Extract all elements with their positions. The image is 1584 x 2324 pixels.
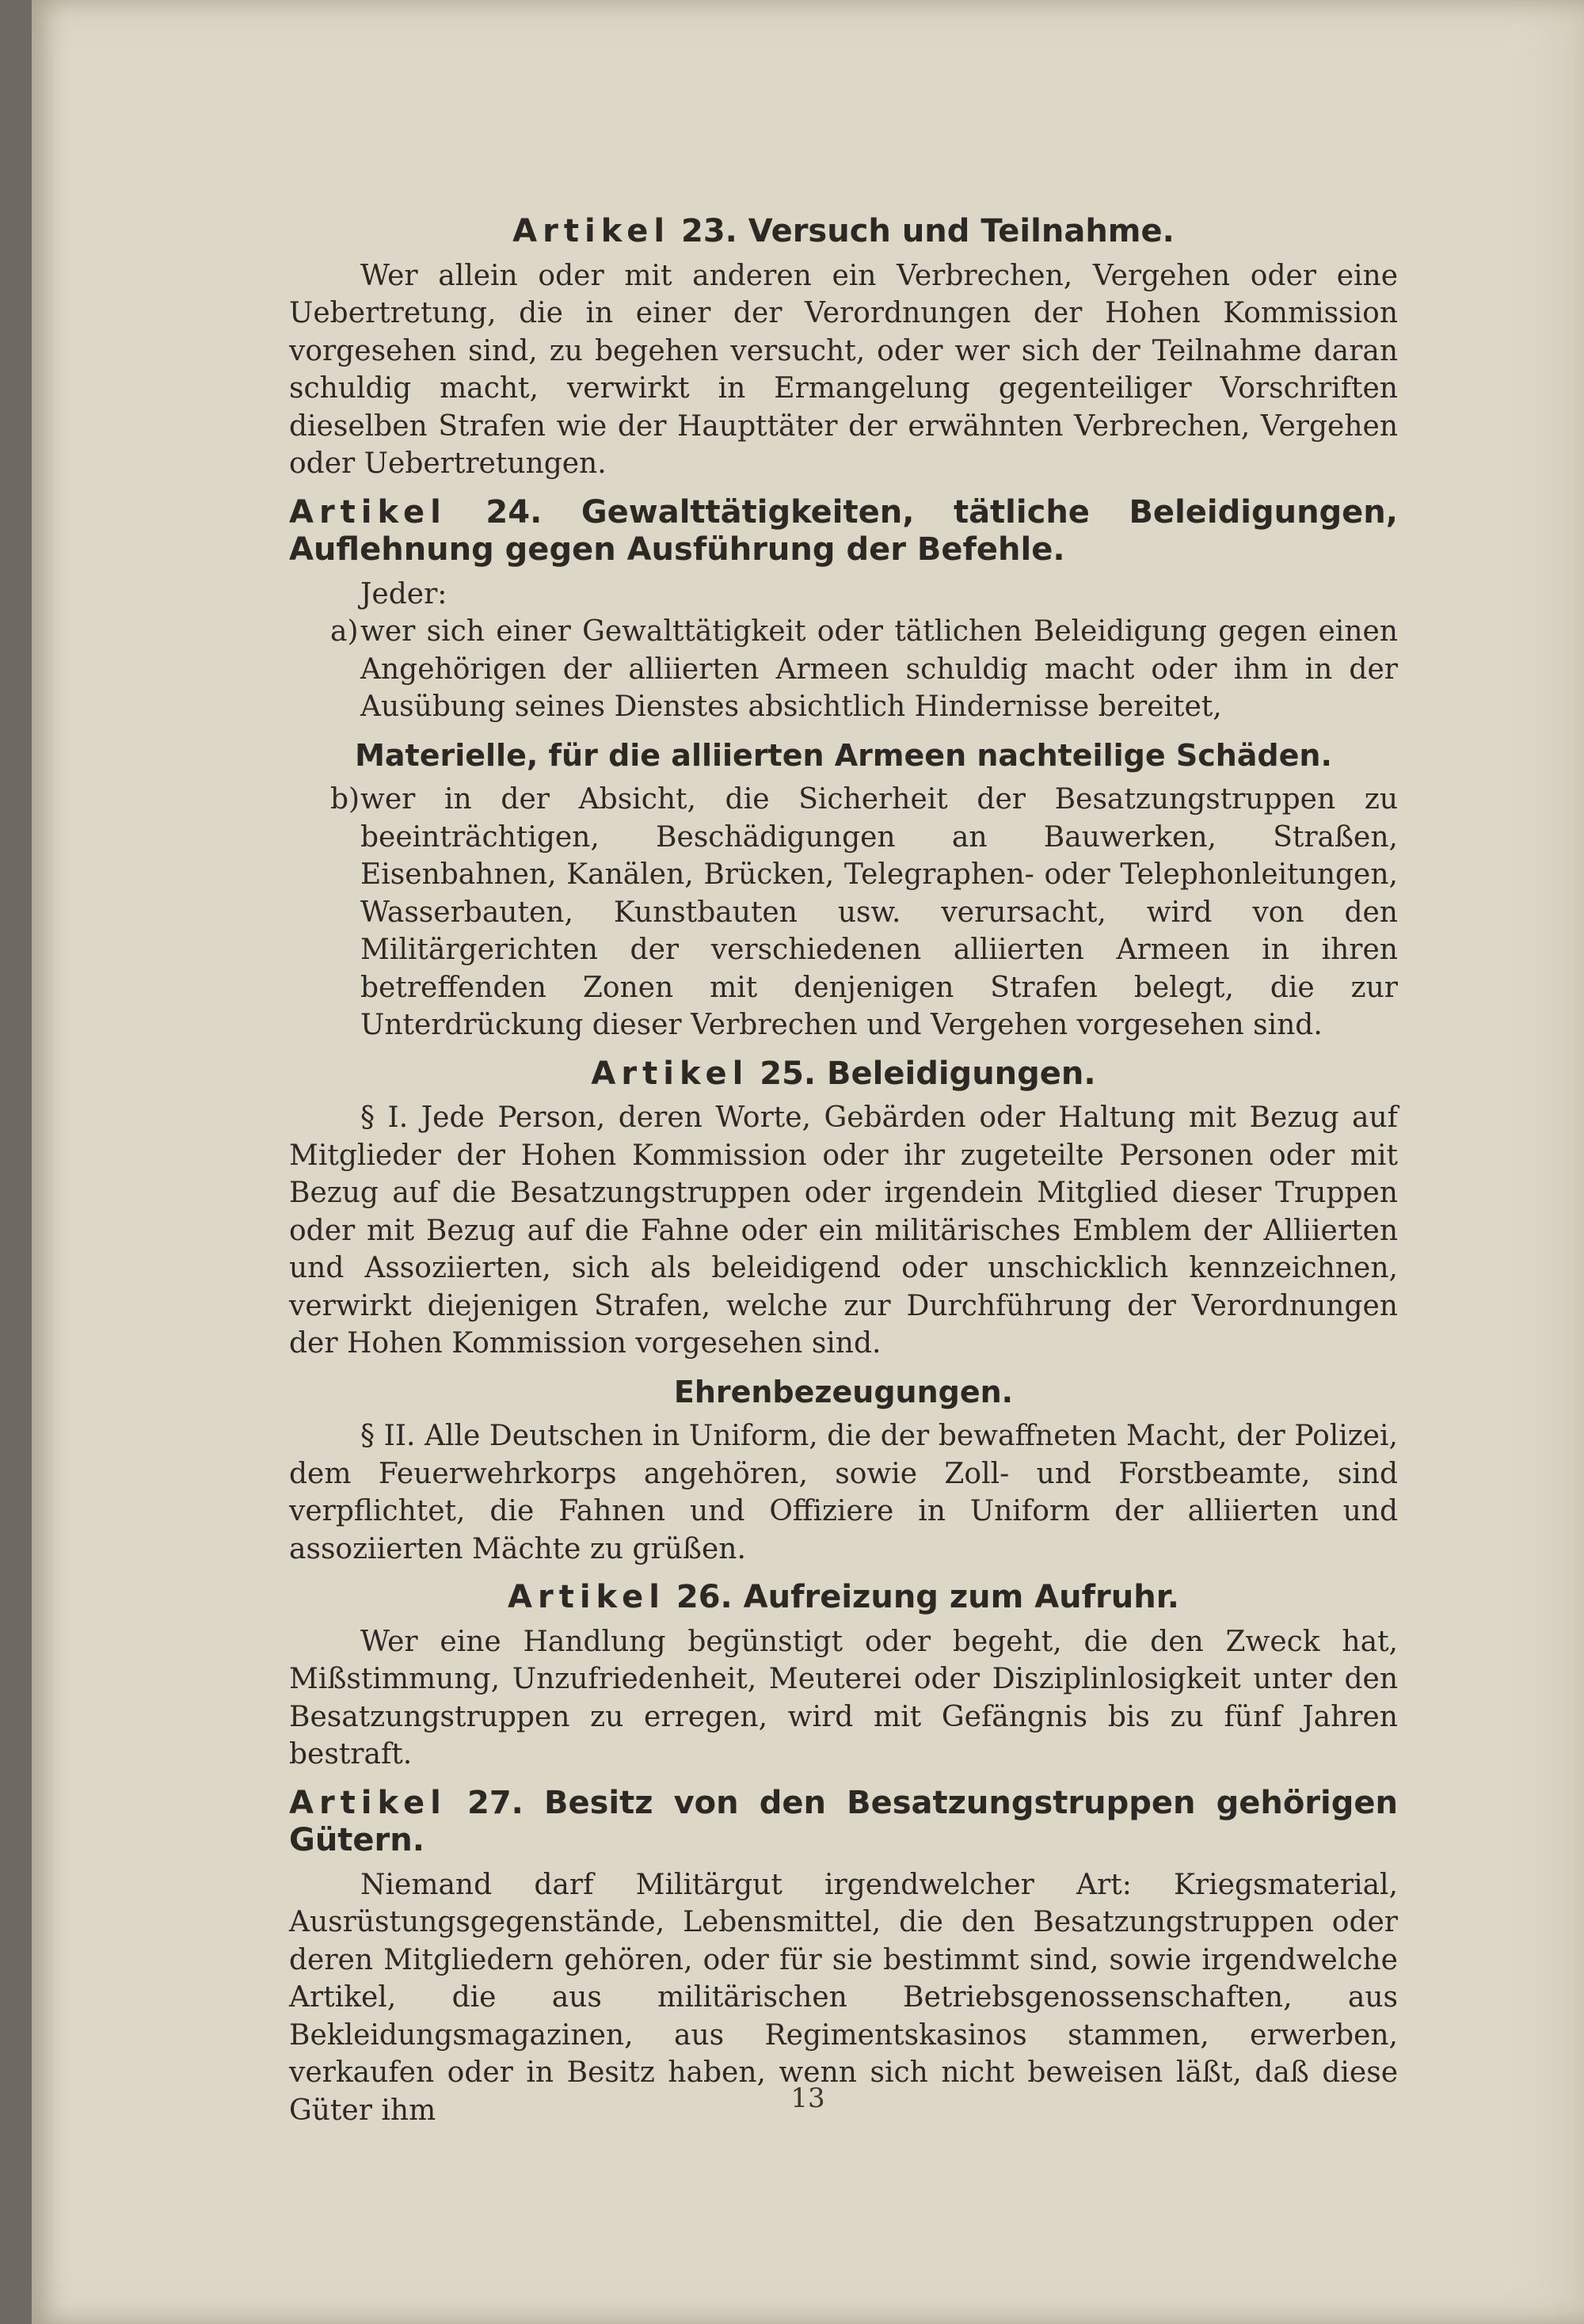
article-24-label: Artikel xyxy=(289,493,447,531)
page-number: 13 xyxy=(790,2082,825,2114)
article-23-text: Wer allein oder mit anderen ein Verbrechen, Vergehen oder eine Uebertretung, die in einer der Verordnungen der Hohen Kommission vorgesehen sind, zu begehen versucht, oder wer sich der Teilnahme daran schuldig macht, verwirkt in Ermangelung gegenteiliger Vorschriften dieselben Strafen wie der Haupttäter der erwähnten Verbrechen, Vergehen oder Uebertretungen. xyxy=(289,259,1398,480)
item-a-marker: a) xyxy=(330,615,359,648)
article-23-title: Versuch und Teilnahme. xyxy=(748,213,1175,249)
page-content xyxy=(289,202,1398,2129)
article-24-subhead: Materielle, für die alliierten Armeen nachteilige Schäden. xyxy=(355,737,1332,773)
article-25-subhead: Ehrenbezeugungen. xyxy=(673,1374,1014,1409)
item-b-marker: b) xyxy=(330,783,360,816)
article-26-text: Wer eine Handlung begünstigt oder begeht, die den Zweck hat, Mißstimmung, Unzufriedenheit, Meuterei oder Disziplinlosigkeit unter den Besatzungstruppen zu erregen, wird mit Gefängnis bis zu fünf Jahren bestraft. xyxy=(289,1625,1398,1771)
article-24-item-b xyxy=(289,781,1398,1044)
article-26-number: 26. xyxy=(676,1579,733,1615)
article-27-heading xyxy=(289,1785,1398,1860)
item-a-text: wer sich einer Gewalttätigkeit oder tätlichen Beleidigung gegen einen Angehörigen der alliierten Armeen schuldig macht oder ihm in der Ausübung seines Dienstes absichtlich Hindernisse bereitet, xyxy=(360,615,1398,723)
article-25-heading xyxy=(289,1055,1398,1094)
article-27-label: Artikel xyxy=(289,1784,447,1821)
item-b-text: wer in der Absicht, die Sicherheit der Besatzungstruppen zu beeinträchtigen, Beschädigungen an Bauwerken, Straßen, Eisenbahnen, Kanälen, Brücken, Telegraphen- oder Telephonleitungen, Wasserbauten, Kunstbauten usw. verursacht, wird von den Militärgerichten der verschiedenen alliierten Armeen in ihren betreffenden Zonen mit denjenigen Strafen belegt, die zur Unterdrückung dieser Verbrechen und Vergehen vorgesehen sind. xyxy=(360,783,1398,1041)
article-26-title: Aufreizung zum Aufruhr. xyxy=(743,1579,1179,1615)
article-25-paragraph-2: § II. Alle Deutschen in Uniform, die der bewaffneten Macht, der Polizei, dem Feuerwehrkorps angehören, sowie Zoll- und Forstbeamte, sind verpflichtet, die Fahnen und Offiziere in Uniform der alliierten und assoziierten Mächte zu grüßen. xyxy=(289,1420,1398,1565)
article-23-heading xyxy=(289,213,1398,251)
article-25-label: Artikel xyxy=(591,1055,749,1092)
document-page xyxy=(32,0,1584,2324)
article-25-paragraph-1: § I. Jede Person, deren Worte, Gebärden oder Haltung mit Bezug auf Mitglieder der Hohen Kommission oder ihr zugeteilte Personen oder mit Bezug auf die Besatzungstruppen oder irgendein Mitglied dieser Truppen oder mit Bezug auf die Fahne oder ein militärisches Emblem der Alliierten und Assoziierten, sich als beleidigend oder unschicklich kennzeichnen, verwirkt diejenigen Strafen, welche zur Durchführung der Verordnungen der Hohen Kommission vorgesehen sind. xyxy=(289,1101,1398,1360)
article-25-title: Beleidigungen. xyxy=(827,1055,1096,1092)
article-24-title: Gewalttätigkeiten, tätliche Beleidigungen, Auflehnung gegen Ausführung der Befehle. xyxy=(289,493,1398,568)
article-24-item-a xyxy=(289,613,1398,726)
article-27-title: Besitz von den Besatzungstruppen gehörigen Gütern. xyxy=(289,1784,1398,1858)
article-24-number: 24. xyxy=(485,493,543,531)
article-26-heading xyxy=(289,1579,1398,1617)
article-23-number: 23. xyxy=(681,213,737,249)
article-27-number: 27. xyxy=(467,1784,524,1821)
article-24-heading xyxy=(289,494,1398,569)
article-23-label: Artikel xyxy=(512,213,671,249)
article-27-text: Niemand darf Militärgut irgendwelcher Art: Kriegsmaterial, Ausrüstungsgegenstände, Lebensmittel, die den Besatzungstruppen oder deren Mitgliedern gehören, oder für sie bestimmt sind, sowie irgendwelche Artikel, die aus militärischen Betriebsgenossenschaften, aus Bekleidungsmagazinen, aus Regimentskasinos stammen, erwerben, verkaufen oder in Besitz haben, wenn sich nicht beweisen läßt, daß diese Güter ihm xyxy=(289,1868,1398,2127)
article-26-label: Artikel xyxy=(508,1579,665,1615)
article-24-lead: Jeder: xyxy=(360,577,447,610)
article-25-number: 25. xyxy=(760,1055,817,1092)
